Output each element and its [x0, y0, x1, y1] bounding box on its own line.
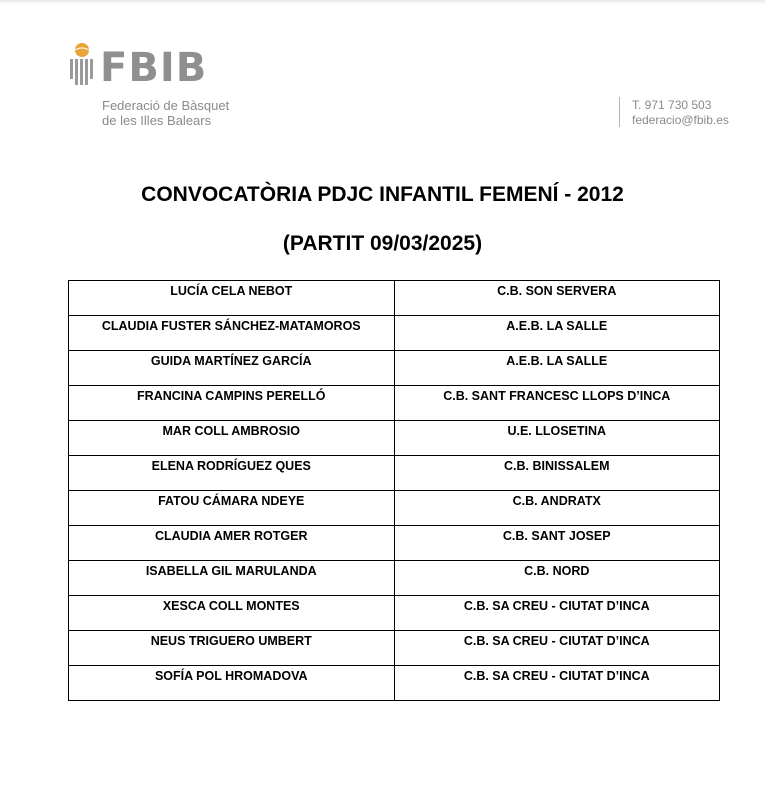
org-name [102, 98, 302, 128]
contact-info [632, 98, 729, 128]
club-name-cell: C.B. SA CREU - CIUTAT D’INCA [394, 631, 720, 666]
contact-email[interactable]: federacio@fbib.es [632, 113, 729, 127]
document-title: CONVOCATÒRIA PDJC INFANTIL FEMENÍ - 2012 [141, 183, 624, 206]
roster-table [68, 280, 720, 701]
player-name-cell: XESCA COLL MONTES [69, 596, 395, 631]
club-name-cell: C.B. NORD [394, 561, 720, 596]
table-row [69, 456, 720, 491]
org-name-line2: de les Illes Balears [102, 113, 212, 128]
table-row [69, 351, 720, 386]
club-name-cell: C.B. SANT FRANCESC LLOPS D’INCA [394, 386, 720, 421]
club-name-cell: C.B. SA CREU - CIUTAT D’INCA [394, 596, 720, 631]
table-row [69, 386, 720, 421]
club-name-cell: U.E. LLOSETINA [394, 421, 720, 456]
org-name-line1: Federació de Bàsquet [102, 98, 230, 113]
table-row [69, 631, 720, 666]
document-subtitle: (PARTIT 09/03/2025) [282, 232, 483, 255]
club-name-cell: C.B. SON SERVERA [394, 281, 720, 316]
page-top-edge [0, 0, 765, 4]
player-name-cell: FATOU CÁMARA NDEYE [69, 491, 395, 526]
player-name-cell: GUIDA MARTÍNEZ GARCÍA [69, 351, 395, 386]
club-name-cell: C.B. BINISSALEM [394, 456, 720, 491]
table-row [69, 491, 720, 526]
table-row [69, 526, 720, 561]
club-name-cell: A.E.B. LA SALLE [394, 351, 720, 386]
contact-divider [619, 97, 620, 127]
roster-body [69, 281, 720, 701]
player-name-cell: LUCÍA CELA NEBOT [69, 281, 395, 316]
player-name-cell: CLAUDIA FUSTER SÁNCHEZ-MATAMOROS [69, 316, 395, 351]
table-row [69, 561, 720, 596]
table-row [69, 281, 720, 316]
table-row [69, 316, 720, 351]
player-name-cell: FRANCINA CAMPINS PERELLÓ [69, 386, 395, 421]
logo-wordmark: FBIB [100, 45, 208, 91]
player-name-cell: ELENA RODRÍGUEZ QUES [69, 456, 395, 491]
player-name-cell: CLAUDIA AMER ROTGER [69, 526, 395, 561]
contact-phone: T. 971 730 503 [632, 98, 712, 112]
club-name-cell: A.E.B. LA SALLE [394, 316, 720, 351]
player-name-cell: MAR COLL AMBROSIO [69, 421, 395, 456]
table-row [69, 666, 720, 701]
table-row [69, 421, 720, 456]
player-name-cell: SOFÍA POL HROMADOVA [69, 666, 395, 701]
basketball-logo-icon [68, 42, 96, 86]
player-name-cell: ISABELLA GIL MARULANDA [69, 561, 395, 596]
club-name-cell: C.B. SANT JOSEP [394, 526, 720, 561]
club-name-cell: C.B. SA CREU - CIUTAT D’INCA [394, 666, 720, 701]
table-row [69, 596, 720, 631]
club-name-cell: C.B. ANDRATX [394, 491, 720, 526]
player-name-cell: NEUS TRIGUERO UMBERT [69, 631, 395, 666]
